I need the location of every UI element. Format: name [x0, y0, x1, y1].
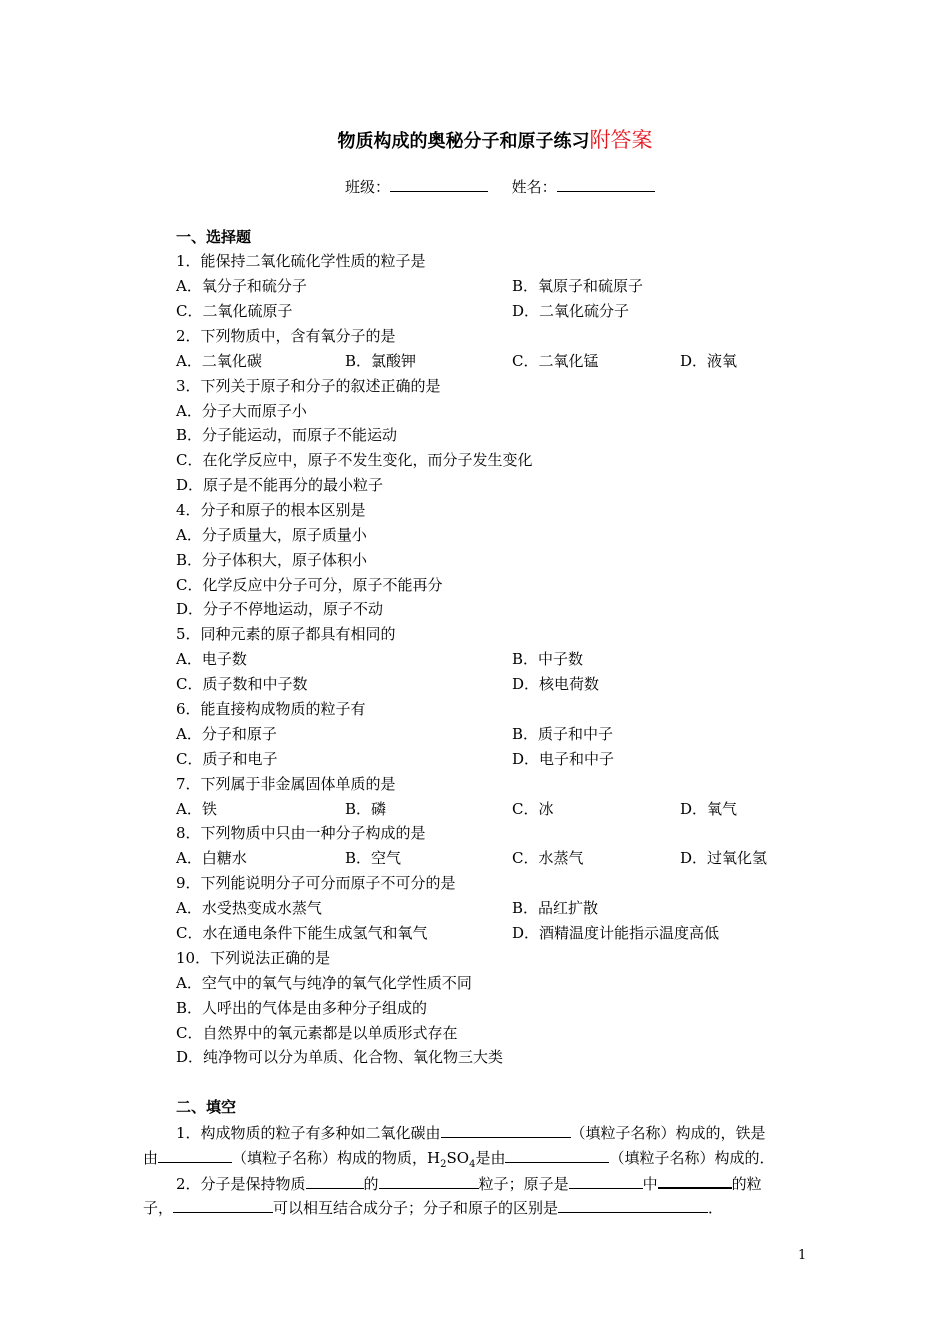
q1-option-a[interactable]: A．氧分子和硫分子	[176, 277, 307, 295]
q9-option-a[interactable]: A．水受热变成水蒸气	[176, 899, 322, 917]
class-name-line	[345, 176, 655, 197]
fill-q1-text1: 1．构成物质的粒子有多种如二氧化碳由	[176, 1124, 441, 1142]
name-label: 姓名：	[511, 178, 557, 196]
q8-option-b[interactable]: B．空气	[345, 849, 402, 867]
fill-q2-text4: 中	[642, 1175, 658, 1193]
fill-q2-text5: 的粒	[731, 1175, 762, 1193]
q1-option-b[interactable]: B．氧原子和硫原子	[512, 277, 644, 295]
fill-q1-line2	[143, 1148, 774, 1174]
q9-option-d[interactable]: D．酒精温度计能指示温度高低	[512, 924, 720, 942]
q9-stem: 9．下列能说明分子可分而原子不可分的是	[176, 874, 456, 892]
fill-q2-text1: 2．分子是保持物质	[176, 1175, 306, 1193]
fill-q1-line1	[176, 1123, 766, 1142]
q3-option-d[interactable]: D．原子是不能再分的最小粒子	[176, 476, 384, 494]
section-choice-heading: 一、选择题	[176, 228, 252, 246]
q5-option-c[interactable]: C．质子数和中子数	[176, 675, 308, 693]
q4-stem: 4．分子和原子的根本区别是	[176, 501, 366, 519]
fill-q2-line2	[143, 1198, 723, 1217]
q2-option-d[interactable]: D．液氧	[680, 352, 738, 370]
q5-stem: 5．同种元素的原子都具有相同的	[176, 625, 396, 643]
q3-option-b[interactable]: B．分子能运动，而原子不能运动	[176, 426, 398, 444]
fill-q2-blank2[interactable]	[379, 1174, 479, 1189]
q7-option-b[interactable]: B．磷	[345, 800, 387, 818]
fill-q2-blank6[interactable]	[558, 1198, 708, 1213]
q3-option-a[interactable]: A．分子大而原子小	[176, 402, 307, 420]
fill-q1-text2: （填粒子名称）构成的，铁是	[570, 1124, 766, 1142]
q9-option-b[interactable]: B．品红扩散	[512, 899, 599, 917]
fill-q2-blank4[interactable]	[658, 1173, 732, 1189]
fill-q1-text3: 由	[143, 1149, 159, 1167]
fill-q2-text6: 子，	[143, 1199, 174, 1217]
section-fill-heading: 二、填空	[176, 1098, 237, 1116]
q7-option-c[interactable]: C．冰	[512, 800, 554, 818]
q10-stem: 10．下列说法正确的是	[176, 949, 331, 967]
document-title	[0, 124, 950, 154]
q4-option-a[interactable]: A．分子质量大，原子质量小	[176, 526, 367, 544]
fill-q1-sub4: 4	[469, 1159, 476, 1170]
q3-stem: 3．下列关于原子和分子的叙述正确的是	[176, 377, 441, 395]
q10-option-c[interactable]: C．自然界中的氧元素都是以单质形式存在	[176, 1024, 458, 1042]
q2-stem: 2．下列物质中，含有氧分子的是	[176, 327, 396, 345]
fill-q2-text8: ．	[708, 1199, 724, 1217]
fill-q2-text3: 粒子；原子是	[478, 1175, 569, 1193]
q2-option-a[interactable]: A．二氧化碳	[176, 352, 262, 370]
q5-option-d[interactable]: D．核电荷数	[512, 675, 600, 693]
fill-q2-text2: 的	[363, 1175, 379, 1193]
q10-option-a[interactable]: A．空气中的氧气与纯净的氧气化学性质不同	[176, 974, 472, 992]
fill-q2-blank1[interactable]	[306, 1174, 364, 1189]
q3-option-c[interactable]: C．在化学反应中，原子不发生变化，而分子发生变化	[176, 451, 533, 469]
fill-q2-text7: 可以相互结合成分子；分子和原子的区别是	[273, 1199, 559, 1217]
q4-option-d[interactable]: D．分子不停地运动，原子不动	[176, 600, 384, 618]
q1-stem: 1．能保持二氧化硫化学性质的粒子是	[176, 252, 426, 270]
name-blank[interactable]	[557, 177, 655, 192]
fill-q1-sub2: 2	[440, 1159, 447, 1170]
q2-option-c[interactable]: C．二氧化锰	[512, 352, 599, 370]
q1-option-d[interactable]: D．二氧化硫分子	[512, 302, 630, 320]
q2-option-b[interactable]: B．氯酸钾	[345, 352, 417, 370]
fill-q1-blank2[interactable]	[158, 1148, 232, 1163]
q6-option-c[interactable]: C．质子和电子	[176, 750, 278, 768]
q8-option-a[interactable]: A．白糖水	[176, 849, 247, 867]
q4-option-b[interactable]: B．分子体积大，原子体积小	[176, 551, 368, 569]
q10-option-b[interactable]: B．人呼出的气体是由多种分子组成的	[176, 999, 428, 1017]
title-main: 物质构成的奥秘分子和原子练习	[337, 131, 590, 152]
q5-option-a[interactable]: A．电子数	[176, 650, 247, 668]
q10-option-d[interactable]: D．纯净物可以分为单质、化合物、氧化物三大类	[176, 1048, 504, 1066]
fill-q1-blank1[interactable]	[441, 1123, 571, 1138]
q7-option-a[interactable]: A．铁	[176, 800, 217, 818]
q4-option-c[interactable]: C．化学反应中分子可分，原子不能再分	[176, 576, 443, 594]
q8-option-d[interactable]: D．过氧化氢	[680, 849, 768, 867]
fill-q2-blank3[interactable]	[569, 1174, 643, 1189]
q1-option-c[interactable]: C．二氧化硫原子	[176, 302, 293, 320]
class-blank[interactable]	[390, 177, 488, 192]
fill-q1-text7: （填粒子名称）构成的．	[609, 1149, 775, 1167]
q7-stem: 7．下列属于非金属固体单质的是	[176, 775, 396, 793]
q6-stem: 6．能直接构成物质的粒子有	[176, 700, 366, 718]
title-answer-tag: 附答案	[589, 128, 653, 152]
q6-option-d[interactable]: D．电子和中子	[512, 750, 615, 768]
q8-option-c[interactable]: C．水蒸气	[512, 849, 584, 867]
q9-option-c[interactable]: C．水在通电条件下能生成氢气和氧气	[176, 924, 428, 942]
q7-option-d[interactable]: D．氧气	[680, 800, 738, 818]
q6-option-a[interactable]: A．分子和原子	[176, 725, 277, 743]
page-number: 1	[798, 1248, 807, 1263]
q6-option-b[interactable]: B．质子和中子	[512, 725, 614, 743]
q5-option-b[interactable]: B．中子数	[512, 650, 584, 668]
fill-q2-blank5[interactable]	[173, 1198, 273, 1213]
q8-stem: 8．下列物质中只由一种分子构成的是	[176, 824, 426, 842]
fill-q1-text6: 是由	[475, 1149, 506, 1167]
fill-q2-line1	[176, 1173, 762, 1193]
fill-q1-text5: SO	[446, 1149, 470, 1167]
class-label: 班级：	[345, 178, 391, 196]
fill-q1-blank3[interactable]	[505, 1148, 609, 1163]
fill-q1-text4: （填粒子名称）构成的物质，H	[232, 1149, 441, 1167]
